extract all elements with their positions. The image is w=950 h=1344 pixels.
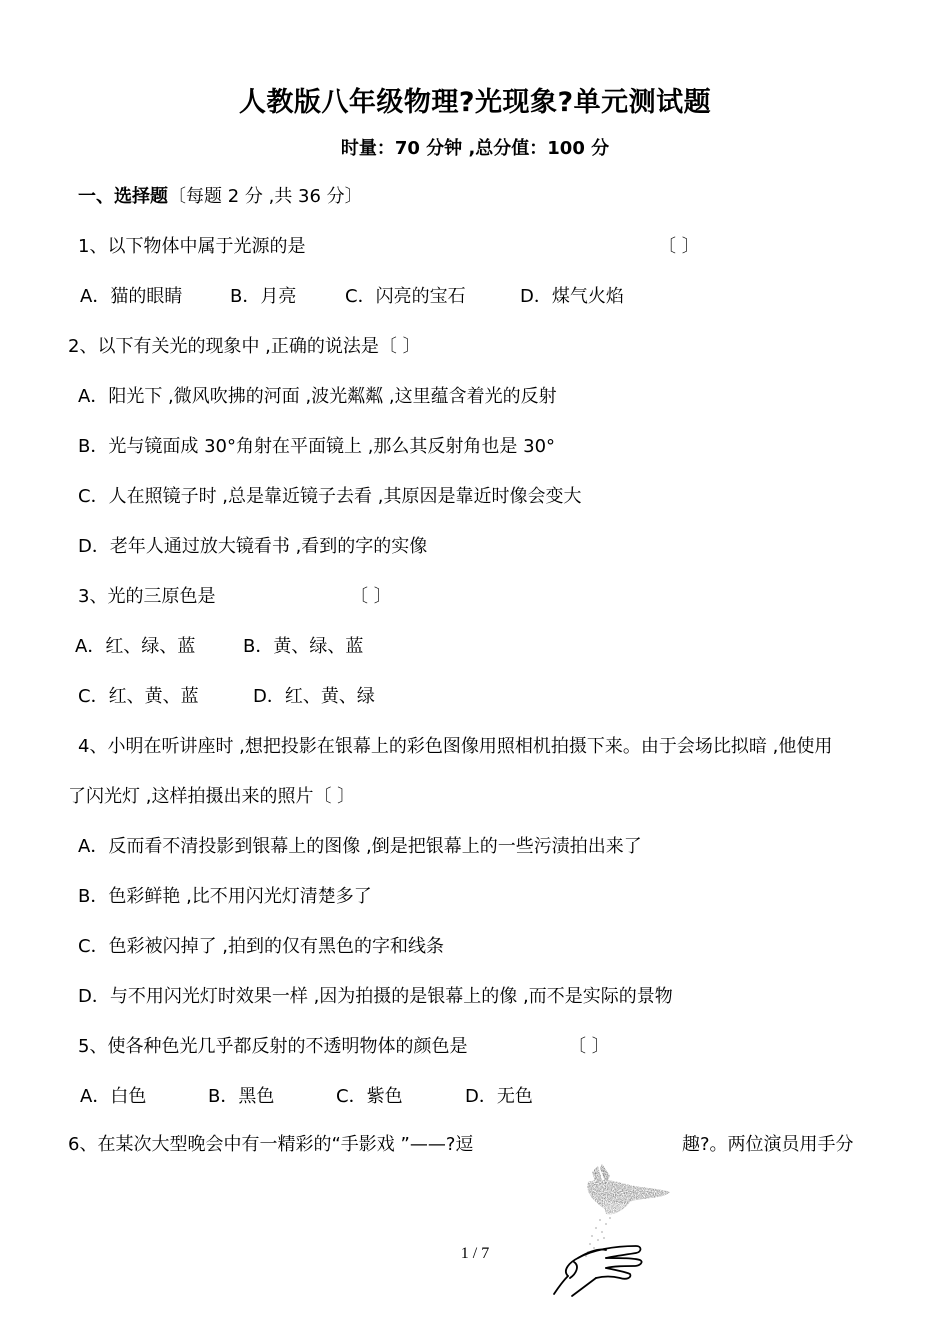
question-6-stem-right: 趣?。两位演员用手分 xyxy=(682,1134,854,1155)
question-5-stem: 5、使各种色光几乎都反射的不透明物体的颜色是 xyxy=(78,1036,468,1057)
question-5-option-b: B．黑色 xyxy=(208,1086,275,1107)
document-title: 人教版八年级物理?光现象?单元测试题 xyxy=(238,87,712,118)
question-3-option-c: C．红、黄、蓝 xyxy=(78,686,199,707)
question-1-option-d: D．煤气火焰 xyxy=(520,286,624,307)
question-3-option-b: B．黄、绿、蓝 xyxy=(243,636,364,657)
question-4-stem-line-1: 4、小明在听讲座时 ,想把投影在银幕上的彩色图像用照相机拍摄下来。由于会场比拟暗 ,他使用 xyxy=(78,736,833,757)
question-2-stem: 2、以下有关光的现象中 ,正确的说法是〔 〕 xyxy=(68,336,421,357)
section-heading xyxy=(78,185,363,209)
question-2-option-b: B．光与镜面成 30°角射在平面镜上 ,那么其反射角也是 30° xyxy=(78,436,556,457)
question-1-stem: 1、以下物体中属于光源的是 xyxy=(78,236,306,257)
question-4-stem-line-2: 了闪光灯 ,这样拍摄出来的照片〔 〕 xyxy=(68,786,356,807)
page-number: 1 / 7 xyxy=(460,1245,490,1262)
question-3-answer-blank: 〔 〕 xyxy=(350,586,392,607)
question-4-option-c: C．色彩被闪掉了 ,拍到的仅有黑色的字和线条 xyxy=(78,936,445,957)
question-1-option-b: B．月亮 xyxy=(230,286,297,307)
question-5-answer-blank: 〔 〕 xyxy=(568,1036,610,1057)
question-1-option-a: A．猫的眼睛 xyxy=(80,286,183,307)
section-note: 〔每题 2 分 ,共 36 分〕 xyxy=(168,186,363,207)
question-5-option-c: C．紫色 xyxy=(336,1086,403,1107)
question-4-option-d: D．与不用闪光灯时效果一样 ,因为拍摄的是银幕上的像 ,而不是实际的景物 xyxy=(78,986,673,1007)
question-1-answer-blank: 〔 〕 xyxy=(658,236,700,257)
question-3-stem: 3、光的三原色是 xyxy=(78,586,216,607)
question-6-stem-left: 6、在某次大型晚会中有一精彩的“手影戏 ”——?逗 xyxy=(68,1134,474,1155)
hand-shadow-illustration xyxy=(540,1158,690,1304)
question-2-option-d: D．老年人通过放大镜看书 ,看到的字的实像 xyxy=(78,536,428,557)
question-4-option-b: B．色彩鲜艳 ,比不用闪光灯清楚多了 xyxy=(78,886,372,907)
question-2-option-c: C．人在照镜子时 ,总是靠近镜子去看 ,其原因是靠近时像会变大 xyxy=(78,486,582,507)
question-5-option-a: A．白色 xyxy=(80,1086,147,1107)
document-subtitle: 时量：70 分钟 ,总分值：100 分 xyxy=(340,138,610,159)
shadow-figure xyxy=(587,1164,670,1214)
question-1-option-c: C．闪亮的宝石 xyxy=(345,286,466,307)
section-title: 一、选择题 xyxy=(78,186,168,207)
question-5-option-d: D．无色 xyxy=(465,1086,533,1107)
question-2-option-a: A．阳光下 ,微风吹拂的河面 ,波光粼粼 ,这里蕴含着光的反射 xyxy=(78,386,557,407)
question-4-option-a: A．反而看不清投影到银幕上的图像 ,倒是把银幕上的一些污渍拍出来了 xyxy=(78,836,642,857)
question-3-option-a: A．红、绿、蓝 xyxy=(75,636,196,657)
question-3-option-d: D．红、黄、绿 xyxy=(253,686,375,707)
